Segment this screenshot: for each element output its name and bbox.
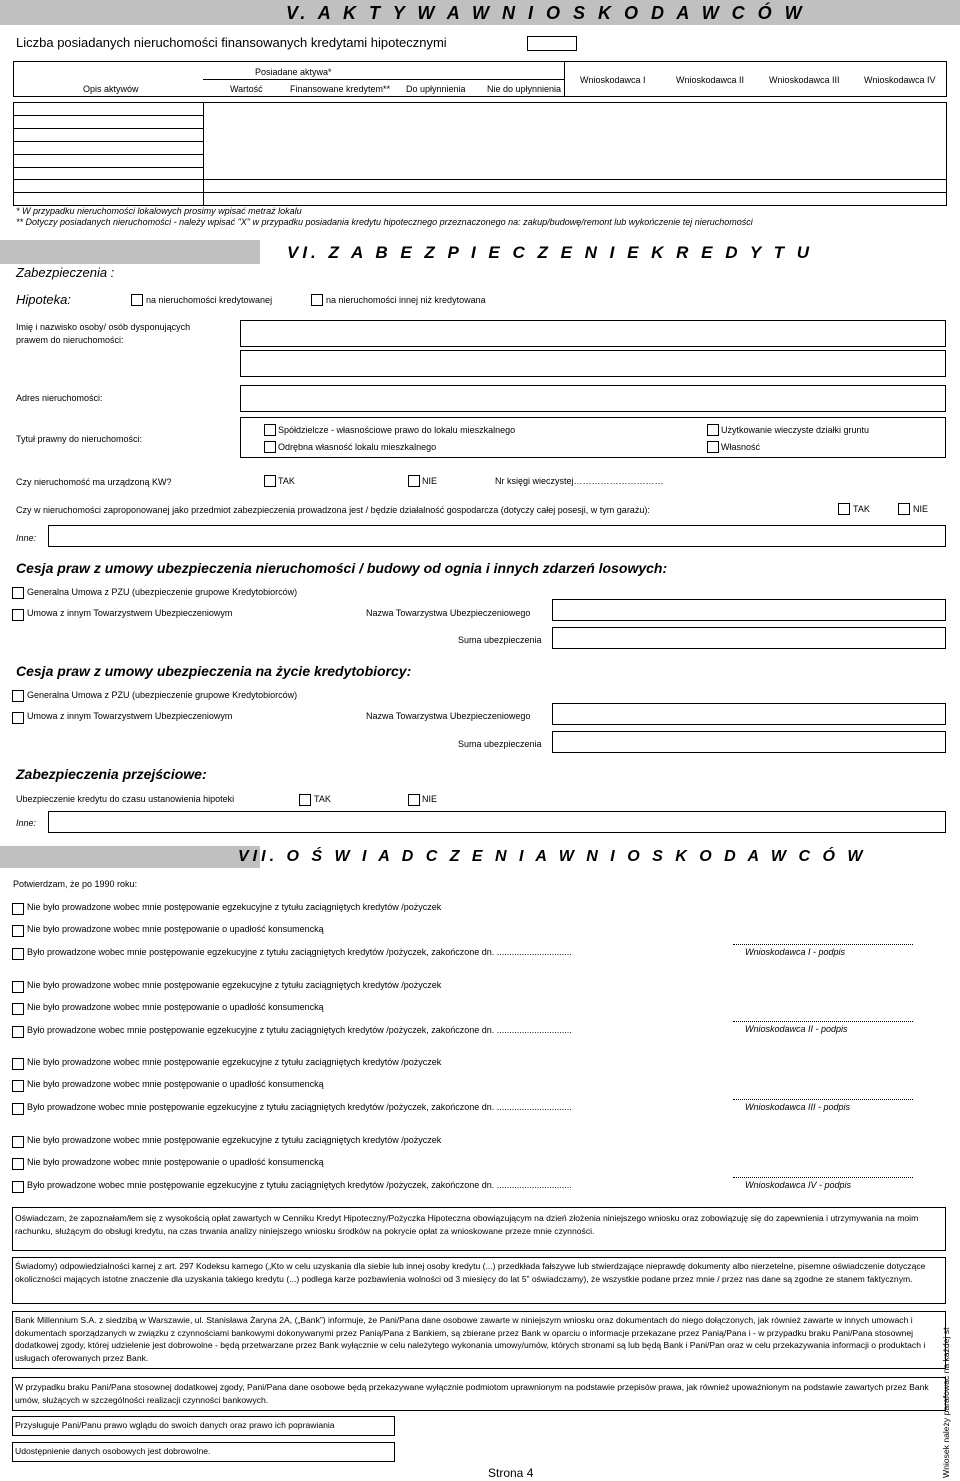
owner-name-field-1[interactable]	[240, 320, 946, 347]
a3-s1-label: Nie było prowadzone wobec mnie postępowanie egzekucyjne z tytułu zaciągniętych kredytów /pożyczek	[27, 1057, 442, 1067]
declaration-fees-text: Oświadczam, że zapoznałam/łem się z wysokością opłat zawartych w Cenniku Kredyt Hipoteczny/Pożyczka Hipoteczna obowiązującym na dzień złożenia niniejszego wniosku oraz zobowiązuję się do zapewnienia i utrzymywania na moim rachunku, służącym do obsługi kredytu, na czas trwania analizy niniejszego wniosku środków na pokrycie opłat za wnioskowane przeze mnie czynności.	[15, 1213, 919, 1236]
assets-cell	[14, 193, 204, 206]
inne-field-1[interactable]	[48, 525, 946, 547]
a4-s2-checkbox[interactable]	[12, 1158, 24, 1170]
assets-row-line	[13, 154, 203, 155]
cesja2-pzu-checkbox[interactable]	[12, 690, 24, 702]
posiadane-header: Posiadane aktywa*	[255, 67, 332, 77]
zabezpieczenia-label: Zabezpieczenia :	[16, 265, 115, 280]
a2-signature-label: Wnioskodawca II - podpis	[745, 1024, 848, 1034]
tytul-wlasnosc-label: Własność	[721, 442, 761, 452]
declaration-gdpr-text: Bank Millennium S.A. z siedzibą w Warszawie, ul. Stanisława Żaryna 2A, („Bank”) informuje, że Pani/Pana dane osobowe zawarte w niniejszym wniosku oraz dokumentach do niego dołączonych, jak również zawarte w innych umowach i dokumentach sporządzanych w związku z czynnościami bankowymi dokonywanymi przez Panią/Pana z Bankiem, są zbierane przez Bank w oparciu o informacje przekazane przez Panią/Pana i - w przypadku braku Pani/Pana stosownej dodatkowej zgody, której udzielenie jest dobrowolne - będą przetwarzane przez Bank wyłącznie w celu należytego wykonania umowy/umów, których stronami są lub będą Bank i Pani/Pan oraz w celu przekazywania informacji o produktach i usługach oferowanych przez Bank.	[15, 1315, 926, 1363]
col-applicant-4: Wnioskodawca IV	[864, 75, 936, 85]
hipoteka-kredytowana-label: na nieruchomości kredytowanej	[146, 295, 273, 305]
cesja2-nazwa-field[interactable]	[552, 703, 946, 725]
adres-label: Adres nieruchomości:	[16, 393, 103, 403]
a4-s3-label: Było prowadzone wobec mnie postępowanie egzekucyjne z tytułu zaciągniętych kredytów /pożyczek, zakończone dn. ..............................	[27, 1180, 572, 1190]
cesja2-nazwa-label: Nazwa Towarzystwa Ubezpieczeniowego	[366, 711, 531, 721]
dzialalnosc-nie-checkbox[interactable]	[898, 503, 910, 515]
a1-s1-label: Nie było prowadzone wobec mnie postępowanie egzekucyjne z tytułu zaciągniętych kredytów /pożyczek	[27, 902, 442, 912]
cesja-zycie-heading: Cesja praw z umowy ubezpieczenia na życie kredytobiorcy:	[16, 663, 412, 679]
a2-s1-checkbox[interactable]	[12, 981, 24, 993]
przejsciowe-heading: Zabezpieczenia przejściowe:	[16, 766, 207, 782]
assets-cell	[14, 180, 204, 193]
a1-s2-label: Nie było prowadzone wobec mnie postępowanie o upadłość konsumencką	[27, 924, 324, 934]
a1-s1-checkbox[interactable]	[12, 903, 24, 915]
a2-signature-line[interactable]	[733, 1021, 913, 1022]
hipoteka-inna-label: na nieruchomości innej niż kredytowana	[326, 295, 486, 305]
ubezp-nie-label: NIE	[422, 794, 438, 804]
note-1: * W przypadku nieruchomości lokalowych prosimy wpisać metraż lokalu	[16, 206, 302, 216]
declaration-transfer-text: W przypadku braku Pani/Pana stosownej dodatkowej zgody, Pani/Pana dane osobowe będą przekazywane wyłącznie podmiotom uprawnionym na podstawie przepisów prawa, jak również upoważnionym na podstawie zawartych przez Bank umów, służących w szczególności realizacji czynności bankowych.	[15, 1382, 929, 1405]
assets-row-line	[13, 167, 203, 168]
declaration-access-text: Przysługuje Pani/Panu prawo wglądu do swoich danych oraz prawo ich poprawiania	[15, 1420, 335, 1430]
assets-row-line	[13, 115, 203, 116]
cesja1-nazwa-label: Nazwa Towarzystwa Ubezpieczeniowego	[366, 608, 531, 618]
a1-s2-checkbox[interactable]	[12, 925, 24, 937]
assets-row-line	[13, 141, 203, 142]
a2-s1-label: Nie było prowadzone wobec mnie postępowanie egzekucyjne z tytułu zaciągniętych kredytów /pożyczek	[27, 980, 442, 990]
tytul-uzytkowanie-checkbox[interactable]	[707, 424, 719, 436]
inne-field-2[interactable]	[48, 811, 946, 833]
ubezpieczenie-label: Ubezpieczenie kredytu do czasu ustanowienia hipoteki	[16, 794, 235, 804]
a1-signature-line[interactable]	[733, 944, 913, 945]
col-applicant-3: Wnioskodawca III	[769, 75, 840, 85]
assets-row-line	[13, 128, 203, 129]
declaration-criminal-text: Świadomy) odpowiedzialności karnej z art. 297 Kodeksu karnego („Kto w celu uzyskania dla siebie lub innej osoby kredytu (...) przedkłada fałszywe lub stwierdzające nieprawdę dokumenty albo nierzetelne, pisemne oświadczenie dotyczące okoliczności mających istotne znaczenie dla uzyskania takiego kredytu (...) podlega karze pozbawienia wolności od 3 miesięcy do lat 5” oświadczamy), że wszystkie podane przez mnie / przez nas dane są zgodne ze stanem faktycznym.	[15, 1261, 926, 1284]
col-do-uplynnienia: Do upłynnienia	[406, 84, 466, 94]
a4-s3-checkbox[interactable]	[12, 1181, 24, 1193]
dzialalnosc-nie-label: NIE	[913, 504, 929, 514]
side-note: Wniosek należy parafować na każdej st	[941, 1327, 951, 1478]
declaration-voluntary-text: Udostępnienie danych osobowych jest dobrowolne.	[15, 1446, 211, 1456]
a4-s2-label: Nie było prowadzone wobec mnie postępowanie o upadłość konsumencką	[27, 1157, 324, 1167]
dzialalnosc-tak-label: TAK	[853, 504, 870, 514]
a4-s1-label: Nie było prowadzone wobec mnie postępowanie egzekucyjne z tytułu zaciągniętych kredytów /pożyczek	[27, 1135, 442, 1145]
cesja1-suma-field[interactable]	[552, 627, 946, 649]
a2-s3-checkbox[interactable]	[12, 1026, 24, 1038]
kw-nie-label: NIE	[422, 476, 438, 486]
imie-label-2: prawem do nieruchomości:	[16, 335, 124, 345]
owner-name-field-2[interactable]	[240, 350, 946, 377]
cesja2-pzu-label: Generalna Umowa z PZU (ubezpieczenie grupowe Kredytobiorców)	[27, 690, 298, 700]
tytul-odrebna-checkbox[interactable]	[264, 441, 276, 453]
property-count-label: Liczba posiadanych nieruchomości finansowanych kredytami hipotecznymi	[16, 35, 447, 50]
a3-s2-label: Nie było prowadzone wobec mnie postępowanie o upadłość konsumencką	[27, 1079, 324, 1089]
kw-tak-label: TAK	[278, 476, 295, 486]
cesja1-inny-label: Umowa z innym Towarzystwem Ubezpieczeniowym	[27, 608, 233, 618]
ksiega-number-label[interactable]: Nr księgi wieczystej…………………………	[495, 476, 664, 486]
kw-label: Czy nieruchomość ma urządzoną KW?	[16, 477, 172, 487]
section-vii-title: VII. O Ś W I A D C Z E N I A W N I O S K O D A W C Ó W	[238, 848, 867, 865]
col-applicant-2: Wnioskodawca II	[676, 75, 745, 85]
a3-signature-line[interactable]	[733, 1099, 913, 1100]
tytul-spoldzielcze-label: Spółdzielcze - własnościowe prawo do lokalu mieszkalnego	[278, 425, 516, 435]
col-opis: Opis aktywów	[83, 84, 139, 94]
a3-s1-checkbox[interactable]	[12, 1058, 24, 1070]
section-v-title: V. A K T Y W A W N I O S K O D A W C Ó W	[286, 3, 806, 23]
a3-s2-checkbox[interactable]	[12, 1080, 24, 1092]
a4-signature-label: Wnioskodawca IV - podpis	[745, 1180, 852, 1190]
a4-signature-line[interactable]	[733, 1177, 913, 1178]
tytul-spoldzielcze-checkbox[interactable]	[264, 424, 276, 436]
cesja2-inny-checkbox[interactable]	[12, 712, 24, 724]
a1-signature-label: Wnioskodawca I - podpis	[745, 947, 846, 957]
kw-nie-checkbox[interactable]	[408, 475, 420, 487]
col-applicant-1: Wnioskodawca I	[580, 75, 646, 85]
inne-label-1: Inne:	[16, 533, 37, 543]
ubezp-tak-checkbox[interactable]	[299, 794, 311, 806]
inne-label-2: Inne:	[16, 818, 37, 828]
cesja-nieruchomosc-heading: Cesja praw z umowy ubezpieczenia nieruchomości / budowy od ognia i innych zdarzeń losowych:	[16, 560, 668, 576]
ubezp-tak-label: TAK	[314, 794, 331, 804]
col-wartosc: Wartość	[230, 84, 263, 94]
a1-s3-label: Było prowadzone wobec mnie postępowanie egzekucyjne z tytułu zaciągniętych kredytów /pożyczek, zakończone dn. ..............................	[27, 947, 572, 957]
note-2: ** Dotyczy posiadanych nieruchomości - należy wpisać "X" w przypadku posiadania kredytu hipotecznego przeznaczonego na: zakup/budowę/remont lub wykończenie tej nieruchomości	[16, 217, 753, 227]
dzialalnosc-tak-checkbox[interactable]	[838, 503, 850, 515]
tytul-uzytkowanie-label: Użytkowanie wieczyste działki gruntu	[721, 425, 870, 435]
a1-s3-checkbox[interactable]	[12, 948, 24, 960]
assets-header-divider	[203, 79, 564, 80]
a2-s3-label: Było prowadzone wobec mnie postępowanie egzekucyjne z tytułu zaciągniętych kredytów /pożyczek, zakończone dn. ..............................	[27, 1025, 572, 1035]
cesja1-pzu-checkbox[interactable]	[12, 587, 24, 599]
a4-s1-checkbox[interactable]	[12, 1136, 24, 1148]
assets-vline	[564, 61, 565, 97]
cesja1-suma-label: Suma ubezpieczenia	[458, 635, 542, 645]
cesja1-inny-checkbox[interactable]	[12, 609, 24, 621]
potwierdzam-label: Potwierdzam, że po 1990 roku:	[13, 879, 138, 889]
a3-s3-label: Było prowadzone wobec mnie postępowanie egzekucyjne z tytułu zaciągniętych kredytów /pożyczek, zakończone dn. ..............................	[27, 1102, 572, 1112]
imie-label-1: Imię i nazwisko osoby/ osób dysponujących	[16, 322, 191, 332]
ubezp-nie-checkbox[interactable]	[408, 794, 420, 806]
col-finansowane: Finansowane kredytem**	[290, 84, 391, 94]
hipoteka-label: Hipoteka:	[16, 292, 71, 307]
hipoteka-inna-checkbox[interactable]	[311, 294, 323, 306]
address-field[interactable]	[240, 385, 946, 412]
cesja2-inny-label: Umowa z innym Towarzystwem Ubezpieczeniowym	[27, 711, 233, 721]
kw-tak-checkbox[interactable]	[264, 475, 276, 487]
col-nie-do-uplynnienia: Nie do upłynnienia	[487, 84, 562, 94]
tytul-wlasnosc-checkbox[interactable]	[707, 441, 719, 453]
a2-s2-label: Nie było prowadzone wobec mnie postępowanie o upadłość konsumencką	[27, 1002, 324, 1012]
hipoteka-kredytowana-checkbox[interactable]	[131, 294, 143, 306]
a3-s3-checkbox[interactable]	[12, 1103, 24, 1115]
dzialalnosc-label: Czy w nieruchomości zaproponowanej jako przedmiot zabezpieczenia prowadzona jest / będzie działalność gospodarcza (dotyczy całej posesji, w tym garażu):	[16, 505, 650, 515]
tytul-odrebna-label: Odrębna własność lokalu mieszkalnego	[278, 442, 437, 452]
cesja1-pzu-label: Generalna Umowa z PZU (ubezpieczenie grupowe Kredytobiorców)	[27, 587, 298, 597]
tytul-label: Tytuł prawny do nieruchomości:	[16, 434, 143, 444]
cesja2-suma-field[interactable]	[552, 731, 946, 753]
cesja2-suma-label: Suma ubezpieczenia	[458, 739, 542, 749]
assets-cell	[204, 103, 947, 180]
section-vi-title: VI. Z A B E Z P I E C Z E N I E K R E D Y T U	[287, 243, 814, 262]
cesja1-nazwa-field[interactable]	[552, 599, 946, 621]
a3-signature-label: Wnioskodawca III - podpis	[745, 1102, 851, 1112]
page-number: Strona 4	[488, 1466, 534, 1480]
a2-s2-checkbox[interactable]	[12, 1003, 24, 1015]
property-count-field[interactable]	[527, 36, 577, 51]
